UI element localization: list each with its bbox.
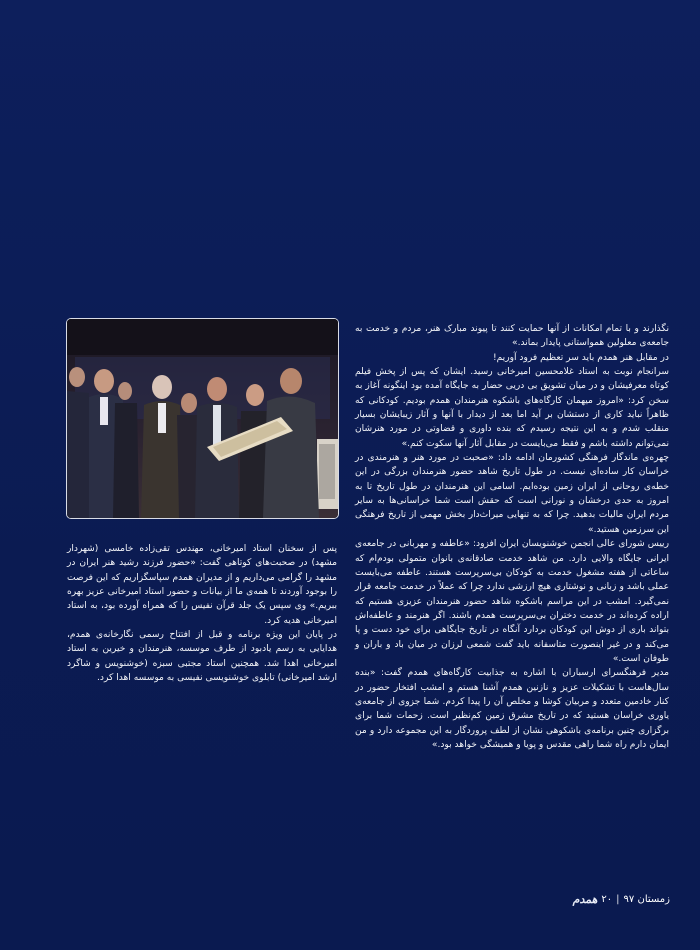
article-left-column: [67, 542, 337, 685]
paragraph: پس از سخنان استاد امیرخانی، مهندس تقی‌زاده خامسی (شهردار مشهد) در صحبت‌های کوتاهی گفت: «حضور فرزند رشید هنر ایران در مشهد را گرامی می‌داریم و از مدیران همدم سپاسگزاریم که این فرصت را بوجود آوردند تا همه‌ی ما از بیانات و حضور استاد امیرخانی عزیز بهره ببریم.» وی سپس یک جلد قرآن نفیس را که همراه آورده بود، به استاد امیرخانی هدیه کرد.: [67, 544, 337, 626]
paragraph: در پایان این ویژه برنامه و قبل از افتتاح رسمی نگارخانه‌ی همدم، هدایایی به رسم یادبود از طرف موسسه، هنرمندان و خیرین به استاد امیرخانی اهدا شد. همچنین استاد مجتبی سبزه (خوشنویس و شاگرد ارشد امیرخانی) تابلوی خوشنویسی نفیسی به موسسه اهدا کرد.: [67, 630, 337, 684]
paragraph: چهره‌ی ماندگار فرهنگی کشورمان ادامه داد: «صحبت در مورد هنر و هنرمندی در خراسان کار ساده‌ای نیست. در طول تاریخ شاهد حضور هنرمندان بزرگی در این خطه‌ی روحانی از ایران زمین بوده‌ایم. اسامی این هنرمندان در طول تاریخ تا به امروز به حدی درخشان و نورانی است که حقش است شما خراسانی‌ها به سایر مردم ایران مالیات بدهید. چرا که به تنهایی میراث‌دار بخش مهمی از تاریخ فرهنگی این سرزمین هستید.»: [355, 453, 669, 535]
paragraph: مدیر فرهنگسرای ارسباران با اشاره به جذابیت کارگاه‌های همدم گفت: «بنده سال‌هاست با تشکیلات عزیز و نازنین همدم آشنا هستم و امشب افتخار حضور در کنار خادمین متعدد و مربیان کوشا و مخلص آن را پیدا کردم. شما جزوی از جامعه‌ی یاوری خراسان هستید که در تاریخ مشرق زمین کم‌نظیر است. زحمات شما برای برگزاری چنین برنامه‌ی باشکوهی نشان از لطف پروردگار به این مجموعه دارد و من ایمان دارم راه شما راهی مقدس و پویا و همیشگی خواهد بود.»: [355, 668, 669, 750]
paragraph: در مقابل هنر همدم باید سر تعظیم فرود آوریم!: [492, 352, 669, 363]
paragraph: سرانجام نوبت به استاد غلامحسین امیرخانی رسید. ایشان که پس از پخش فیلم کوتاه معرفیشان و در میان تشویق بی دریی حضار به جایگاه آمده بود اینگونه آغاز به سخن کرد: «امروز میهمان کارگاه‌های باشکوه هنرمندان همدم بودیم. کودکانی که ظاهراً نباید کاری از دستشان بر آید اما بعد از دیدار با آنها و آثار زیبایشان بسیار منقلب شدم و به این نتیجه رسیدم که بنده داوری و قضاوتی در مورد هنرشان نمی‌توانم داشته باشم و فقط می‌بایست در مقابل آثار آنها سکوت کنم.»: [355, 367, 669, 449]
footer-separator: |: [616, 893, 620, 905]
page-number: ۲۰: [601, 893, 613, 905]
paragraph: نگذارند و با تمام امکانات از آنها حمایت کنند تا پیوند مبارک هنر، مردم و خدمت به جامعه‌ی معلولین همواستانی پایدار بماند.»: [355, 324, 669, 349]
page-footer: [520, 890, 670, 908]
article-right-column: [355, 322, 669, 752]
hamdam-logo: همدم: [572, 892, 598, 906]
paragraph: رییس شورای عالی انجمن خوشنویسان ایران افزود: «عاطفه و مهربانی در جامعه‌ی ایرانی جایگاه والایی دارد. من شاهد خدمت صادقانه‌ی بانوان متمولی بودم‌ام که ساعاتی از هفته مشغول خدمت به کودکان بی‌سرپرست هستند. عاطفه می‌بایست عملی باشد و زبانی و نوشتاری هیچ ارزشی ندارد چرا که عملاً در خدمت جامعه قرار نمی‌گیرد. امشب در این مراسم باشکوه شاهد حضور هنرمندان عزیزی هستیم که اراده کرده‌اند در خدمت دختران بی‌سرپرست همدم باشند. اگر هنرمند و عاطفه‌اش بتواند باری از دوش این کودکان بردارد آنگاه در تاریخ جایگاهی برای خود دست و پا می‌کند و در غیر اینصورت متاسفانه باید گفت شمعی لرزان در میان باد و باران و طوفان است.»: [355, 539, 669, 664]
issue-label: زمستان ۹۷: [623, 893, 670, 905]
event-photo: [66, 318, 339, 519]
